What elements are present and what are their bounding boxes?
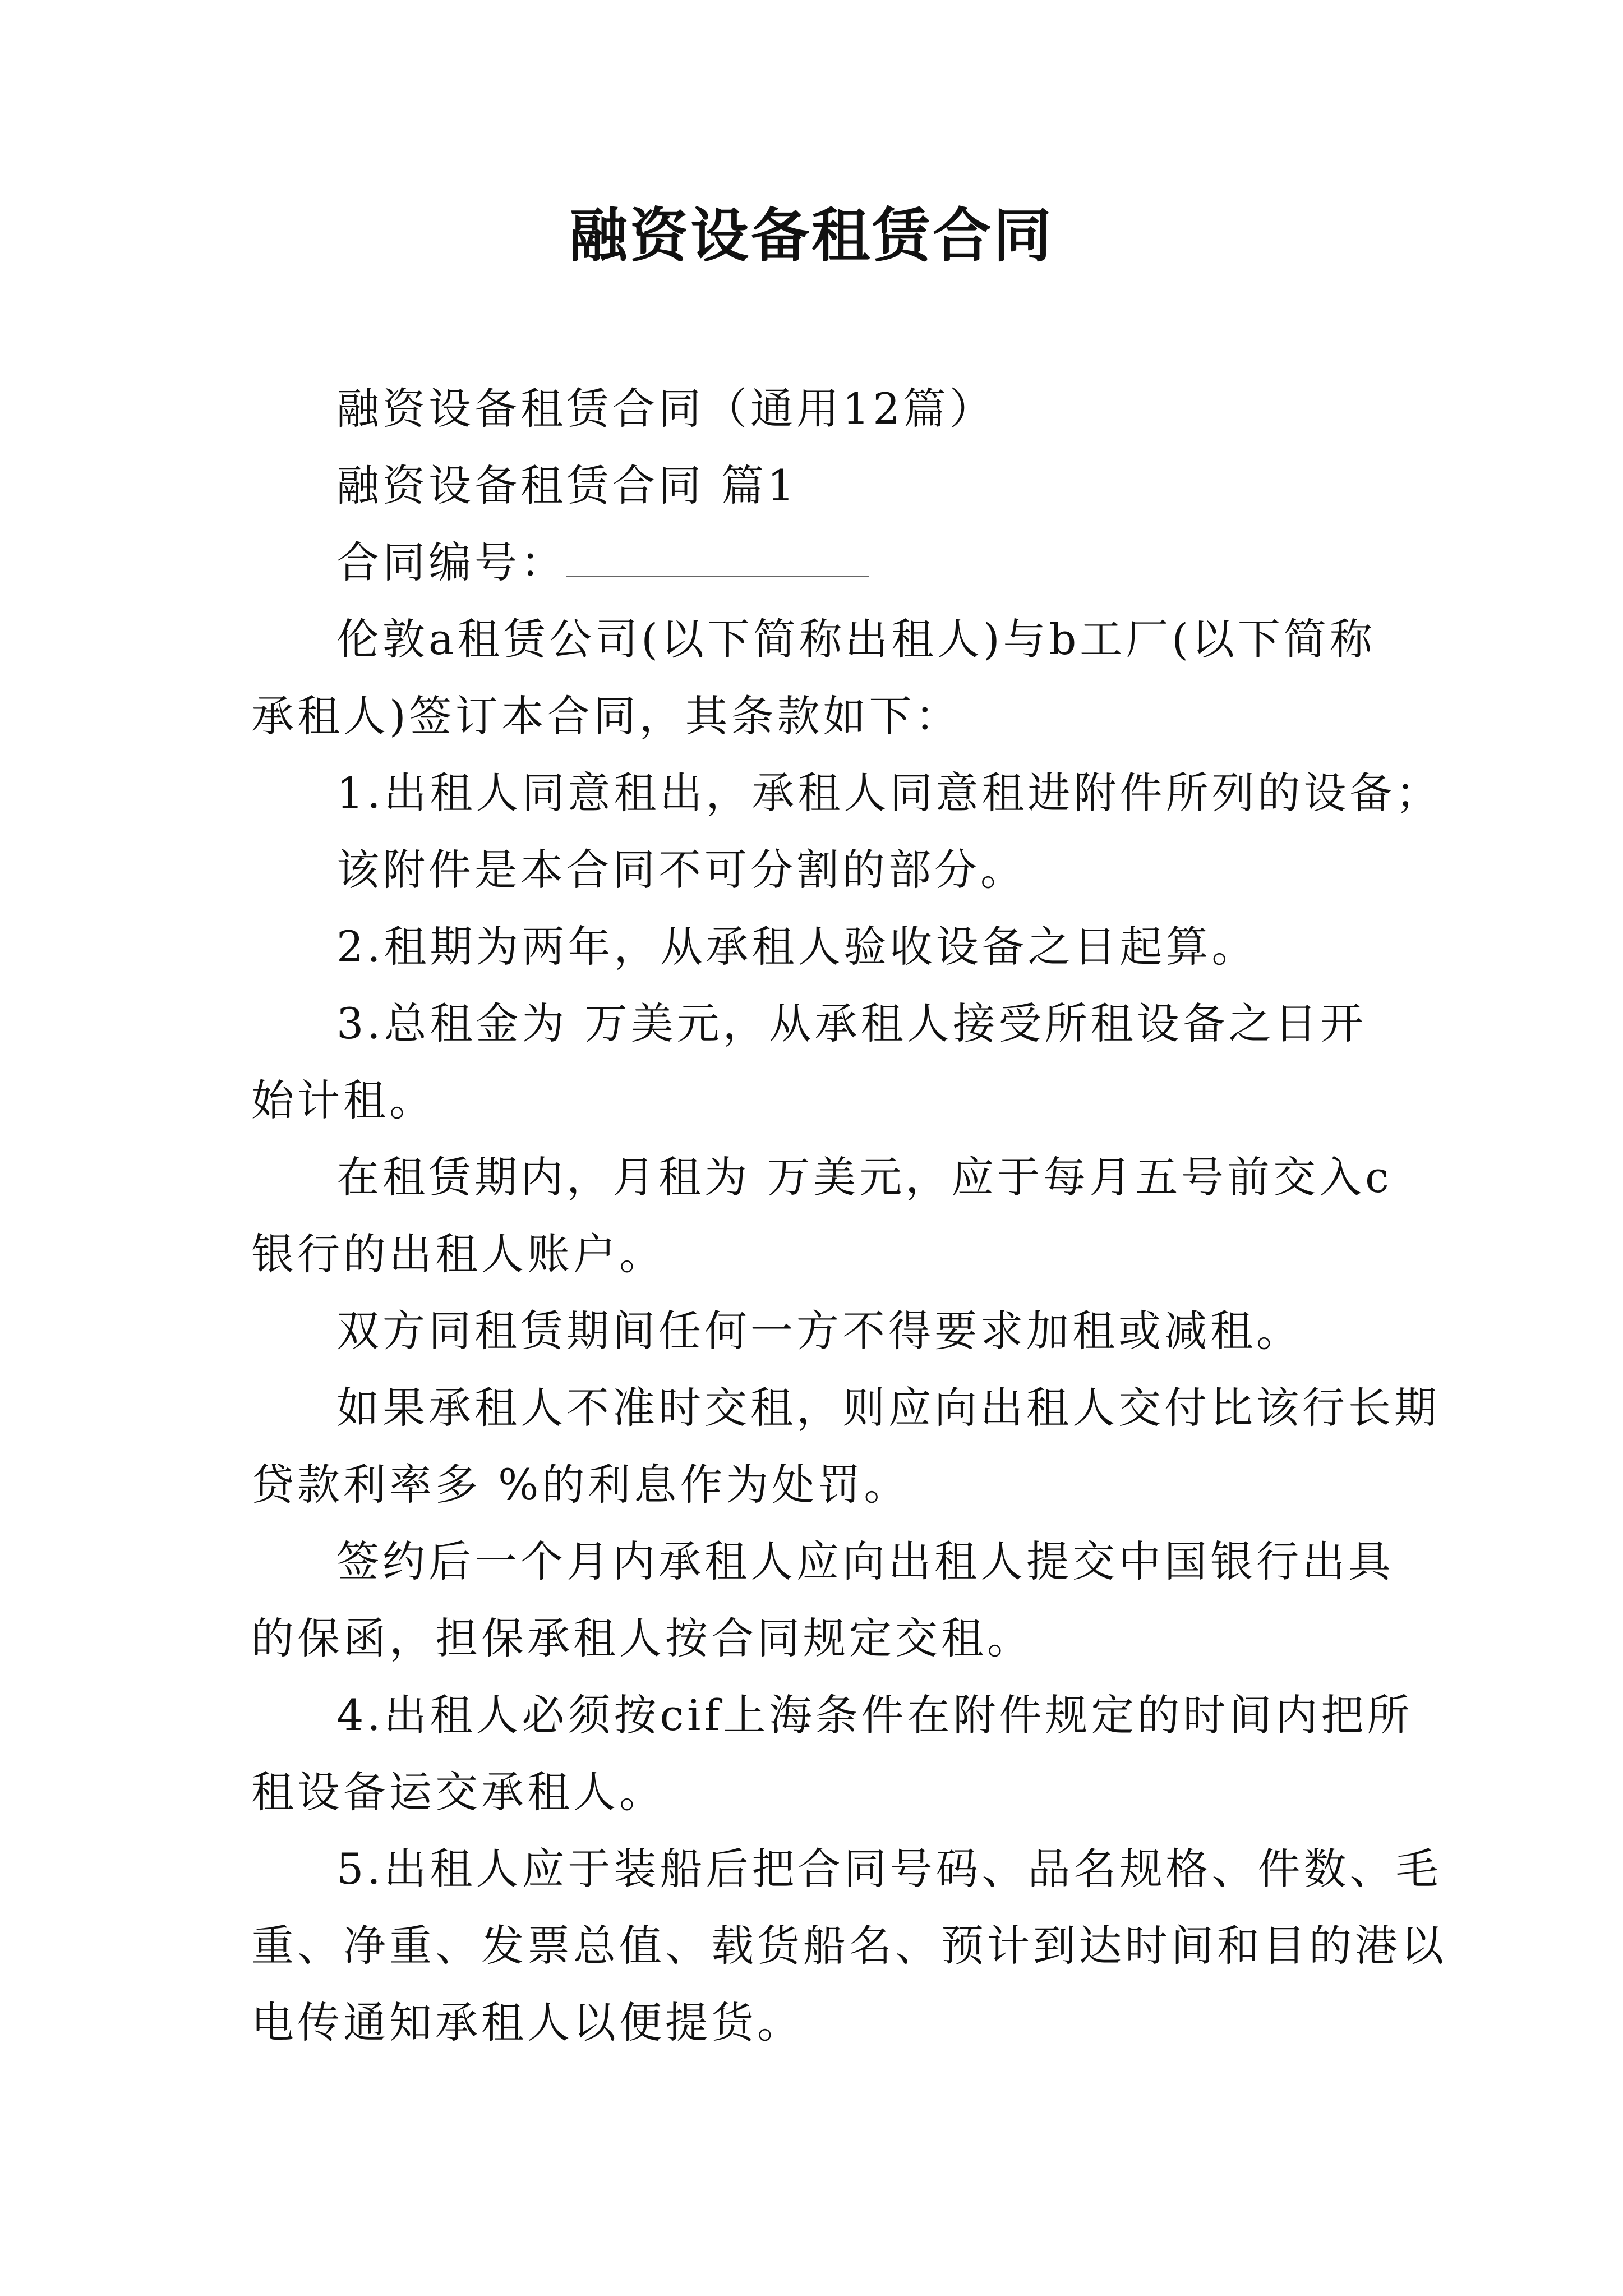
paragraph-line: 始计租。 [251, 1075, 435, 1125]
contract-number-label: 合同编号： [336, 537, 566, 587]
paragraph-line: 如果承租人不准时交租，则应向出租人交付比该行长期 [336, 1383, 1440, 1433]
paragraph-line: 签约后一个月内承租人应向出租人提交中国银行出具 [336, 1536, 1394, 1586]
paragraph-line: 租设备运交承租人。 [251, 1767, 665, 1817]
paragraph-line: 双方同租赁期间任何一方不得要求加租或减租。 [336, 1306, 1302, 1356]
document-title: 融资设备租赁合同 [569, 201, 1054, 270]
document-body [251, 370, 1447, 2061]
paragraph-line: 贷款利率多 %的利息作为处罚。 [251, 1460, 910, 1510]
paragraph-line: 5.出租人应于装船后把合同号码、品名规格、件数、毛 [336, 1844, 1442, 1894]
subtitle-line: 融资设备租赁合同（通用12篇） [336, 384, 995, 434]
paragraph-line: 3.总租金为 万美元，从承租人接受所租设备之日开 [336, 999, 1367, 1048]
paragraph-line: 2.租期为两年，从承租人验收设备之日起算。 [336, 922, 1258, 972]
paragraph-line: 的保函，担保承租人按合同规定交租。 [251, 1613, 1033, 1663]
contract-number-blank [566, 542, 869, 577]
paragraph-line: 伦敦a租赁公司(以下简称出租人)与b工厂(以下简称 [336, 614, 1376, 664]
contract-number-line [251, 524, 1376, 601]
paragraph-line: 电传通知承租人以便提货。 [251, 1998, 803, 2047]
paragraph-line: 承租人)签订本合同，其条款如下： [251, 691, 961, 741]
paragraph-line: 4.出租人必须按cif上海条件在附件规定的时间内把所 [336, 1690, 1413, 1740]
paragraph-line: 重、净重、发票总值、载货船名、预计到达时间和目的港以 [251, 1921, 1447, 1971]
paragraph-line: 在租赁期内，月租为 万美元，应于每月五号前交入c [336, 1152, 1393, 1202]
paragraph-line: 银行的出租人账户。 [251, 1229, 665, 1279]
paragraph-line: 该附件是本合同不可分割的部分。 [336, 845, 1026, 895]
paragraph-line: 1.出租人同意租出，承租人同意租进附件所列的设备； [336, 768, 1442, 818]
section-heading: 融资设备租赁合同 篇1 [336, 461, 798, 510]
